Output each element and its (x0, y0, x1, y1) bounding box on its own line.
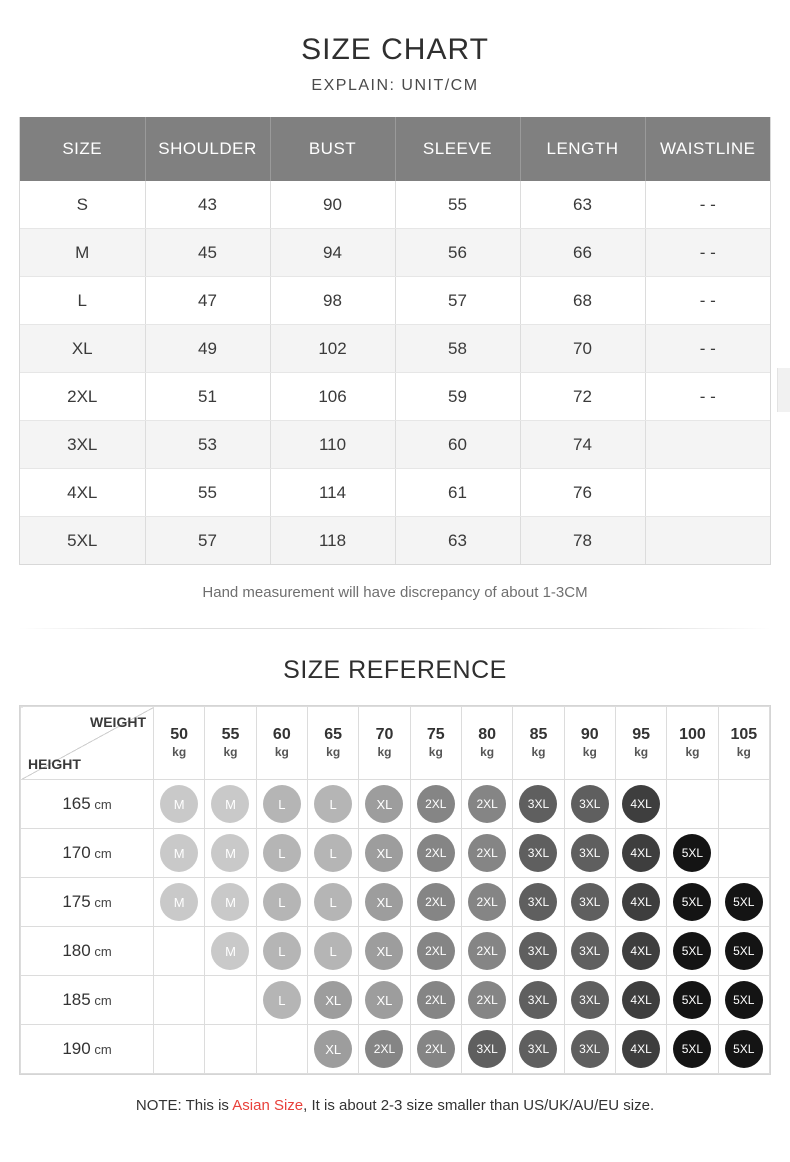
measurement-cell: 98 (270, 277, 395, 325)
size-bubble: 2XL (468, 834, 506, 872)
size-bubble: 2XL (417, 883, 455, 921)
measurement-cell: 118 (270, 517, 395, 565)
size-chart-body (20, 181, 770, 564)
reference-cell (513, 780, 564, 829)
size-bubble: 2XL (468, 981, 506, 1019)
reference-cell (615, 976, 666, 1025)
size-bubble: 3XL (519, 932, 557, 970)
weight-value: 95 (632, 726, 651, 744)
measurement-cell: 61 (395, 469, 520, 517)
size-bubble: 2XL (468, 785, 506, 823)
weight-axis-label: WEIGHT (90, 714, 146, 730)
measurement-cell: 63 (520, 181, 645, 229)
footer-note-suffix: , It is about 2-3 size smaller than US/UK/AU/EU size. (303, 1097, 655, 1114)
weight-column-header (307, 707, 358, 780)
size-bubble: 5XL (673, 981, 711, 1019)
reference-cell (256, 927, 307, 976)
weight-value: 50 (170, 726, 189, 744)
size-label-cell: XL (20, 325, 145, 373)
height-value: 170 (62, 843, 91, 862)
weight-unit: kg (274, 744, 289, 759)
size-label-cell: S (20, 181, 145, 229)
measurement-cell (645, 469, 770, 517)
reference-cell (154, 780, 205, 829)
reference-cell (718, 829, 769, 878)
reference-cell (307, 829, 358, 878)
size-bubble: 2XL (417, 981, 455, 1019)
measurement-cell: - - (645, 229, 770, 277)
measurement-cell: 59 (395, 373, 520, 421)
reference-cell (410, 878, 461, 927)
table-row (20, 325, 770, 373)
reference-cell (513, 976, 564, 1025)
size-bubble: 3XL (519, 834, 557, 872)
height-unit: cm (90, 846, 112, 861)
size-bubble: 4XL (622, 883, 660, 921)
measurement-cell: 51 (145, 373, 270, 421)
section-divider (19, 628, 771, 629)
reference-cell (461, 976, 512, 1025)
reference-cell (256, 1025, 307, 1074)
reference-cell (154, 829, 205, 878)
size-bubble: 4XL (622, 1030, 660, 1068)
reference-cell (359, 927, 410, 976)
reference-cell (615, 878, 666, 927)
reference-cell (667, 878, 718, 927)
size-bubble: L (263, 981, 301, 1019)
size-label-cell: 4XL (20, 469, 145, 517)
size-chart-col-header: SIZE (20, 117, 145, 181)
size-bubble: 5XL (725, 932, 763, 970)
height-unit: cm (90, 797, 112, 812)
weight-column-header (256, 707, 307, 780)
table-row (20, 181, 770, 229)
measurement-cell: 43 (145, 181, 270, 229)
weight-unit: kg (582, 744, 597, 759)
reference-cell (564, 780, 615, 829)
reference-cell (718, 780, 769, 829)
reference-cell (359, 780, 410, 829)
size-bubble: 3XL (571, 834, 609, 872)
page-edge-artifact (777, 368, 790, 412)
height-value: 185 (62, 990, 91, 1009)
measurement-cell: 66 (520, 229, 645, 277)
height-unit: cm (90, 993, 112, 1008)
size-bubble: M (211, 883, 249, 921)
weight-unit: kg (326, 744, 341, 759)
measurement-cell: - - (645, 277, 770, 325)
height-row-header (21, 1025, 154, 1074)
reference-cell (564, 976, 615, 1025)
weight-column-header (667, 707, 718, 780)
reference-cell (205, 976, 256, 1025)
measurement-cell: 45 (145, 229, 270, 277)
weight-unit: kg (736, 744, 751, 759)
weight-unit: kg (531, 744, 546, 759)
size-chart-col-header: WAISTLINE (645, 117, 770, 181)
weight-value: 75 (426, 726, 445, 744)
size-chart-col-header: BUST (270, 117, 395, 181)
reference-cell (359, 976, 410, 1025)
size-bubble: M (211, 932, 249, 970)
reference-cell (667, 780, 718, 829)
weight-value: 60 (272, 726, 291, 744)
size-bubble: 2XL (417, 785, 455, 823)
size-label-cell: L (20, 277, 145, 325)
measurement-cell: 47 (145, 277, 270, 325)
weight-column-header (564, 707, 615, 780)
reference-cell (564, 878, 615, 927)
reference-cell (205, 829, 256, 878)
reference-cell (718, 1025, 769, 1074)
reference-row (21, 780, 770, 829)
reference-cell (513, 1025, 564, 1074)
reference-cell (205, 878, 256, 927)
height-row-header (21, 976, 154, 1025)
size-bubble: 3XL (571, 1030, 609, 1068)
weight-column-header (359, 707, 410, 780)
reference-cell (154, 927, 205, 976)
reference-cell (410, 1025, 461, 1074)
height-value: 180 (62, 941, 91, 960)
size-bubble: 3XL (519, 785, 557, 823)
size-bubble: 2XL (468, 932, 506, 970)
height-row-header (21, 927, 154, 976)
measurement-cell: 78 (520, 517, 645, 565)
measurement-cell: 106 (270, 373, 395, 421)
weight-unit: kg (428, 744, 443, 759)
height-unit: cm (90, 944, 112, 959)
size-bubble: XL (365, 932, 403, 970)
reference-row (21, 829, 770, 878)
size-bubble: XL (365, 981, 403, 1019)
size-bubble: 5XL (673, 883, 711, 921)
size-bubble: 3XL (571, 981, 609, 1019)
size-chart-table (20, 117, 770, 564)
size-bubble: 2XL (365, 1030, 403, 1068)
reference-cell (410, 780, 461, 829)
reference-row (21, 976, 770, 1025)
reference-cell (359, 829, 410, 878)
size-bubble: L (314, 932, 352, 970)
weight-value: 90 (580, 726, 599, 744)
size-chart-table-wrapper (19, 117, 771, 565)
reference-cell (718, 976, 769, 1025)
size-bubble: 2XL (417, 834, 455, 872)
measurement-cell: 76 (520, 469, 645, 517)
size-bubble: 5XL (725, 883, 763, 921)
weight-value: 85 (529, 726, 548, 744)
reference-cell (410, 927, 461, 976)
size-bubble: 4XL (622, 981, 660, 1019)
measurement-cell: 55 (145, 469, 270, 517)
measurement-cell: 58 (395, 325, 520, 373)
reference-cell (615, 829, 666, 878)
reference-cell (461, 1025, 512, 1074)
reference-cell (461, 878, 512, 927)
measurement-cell: 55 (395, 181, 520, 229)
height-value: 175 (62, 892, 91, 911)
size-bubble: XL (314, 1030, 352, 1068)
table-row (20, 229, 770, 277)
measurement-cell: 57 (395, 277, 520, 325)
reference-cell (256, 976, 307, 1025)
reference-cell (410, 976, 461, 1025)
measurement-cell: 57 (145, 517, 270, 565)
reference-cell (667, 927, 718, 976)
reference-cell (307, 927, 358, 976)
measurement-cell: 114 (270, 469, 395, 517)
reference-axis-corner (21, 707, 154, 780)
reference-cell (205, 1025, 256, 1074)
measurement-cell: 74 (520, 421, 645, 469)
reference-cell (154, 1025, 205, 1074)
reference-cell (307, 878, 358, 927)
size-bubble: 2XL (417, 1030, 455, 1068)
reference-cell (307, 976, 358, 1025)
measurement-cell: 90 (270, 181, 395, 229)
reference-cell (564, 927, 615, 976)
reference-cell (359, 1025, 410, 1074)
reference-cell (205, 780, 256, 829)
size-chart-col-header: SHOULDER (145, 117, 270, 181)
size-bubble: 5XL (673, 834, 711, 872)
size-bubble: L (263, 834, 301, 872)
reference-cell (307, 780, 358, 829)
weight-column-header (154, 707, 205, 780)
reference-cell (154, 878, 205, 927)
size-bubble: 5XL (725, 981, 763, 1019)
reference-cell (461, 927, 512, 976)
size-bubble: 2XL (417, 932, 455, 970)
size-chart-col-header: LENGTH (520, 117, 645, 181)
size-label-cell: 2XL (20, 373, 145, 421)
size-bubble: 5XL (725, 1030, 763, 1068)
size-label-cell: 5XL (20, 517, 145, 565)
weight-value: 70 (375, 726, 394, 744)
size-bubble: XL (365, 883, 403, 921)
size-label-cell: M (20, 229, 145, 277)
size-bubble: 3XL (468, 1030, 506, 1068)
weight-unit: kg (377, 744, 392, 759)
size-bubble: M (160, 883, 198, 921)
reference-cell (564, 829, 615, 878)
table-row (20, 373, 770, 421)
weight-unit: kg (634, 744, 649, 759)
weight-unit: kg (223, 744, 238, 759)
size-bubble: 5XL (673, 1030, 711, 1068)
reference-row (21, 1025, 770, 1074)
size-bubble: 5XL (673, 932, 711, 970)
measurement-cell: 49 (145, 325, 270, 373)
weight-column-header (513, 707, 564, 780)
size-bubble: M (211, 834, 249, 872)
size-bubble: L (314, 785, 352, 823)
weight-column-header (718, 707, 769, 780)
size-bubble: L (314, 834, 352, 872)
footer-note-accent: Asian Size (232, 1097, 304, 1114)
page-subtitle: EXPLAIN: UNIT/CM (311, 77, 479, 94)
reference-cell (154, 976, 205, 1025)
height-row-header (21, 878, 154, 927)
height-value: 190 (62, 1039, 91, 1058)
weight-value: 105 (730, 726, 758, 744)
weight-column-header (461, 707, 512, 780)
reference-cell (461, 829, 512, 878)
reference-cell (513, 927, 564, 976)
size-bubble: XL (314, 981, 352, 1019)
reference-row (21, 878, 770, 927)
weight-column-header (615, 707, 666, 780)
size-bubble: 2XL (468, 883, 506, 921)
reference-cell (667, 829, 718, 878)
table-row (20, 421, 770, 469)
height-axis-label: HEIGHT (28, 756, 81, 772)
measurement-cell: 94 (270, 229, 395, 277)
reference-cell (256, 878, 307, 927)
reference-cell (667, 1025, 718, 1074)
height-row-header (21, 780, 154, 829)
size-reference-table-wrapper (19, 705, 771, 1075)
reference-cell (410, 829, 461, 878)
measurement-cell: 60 (395, 421, 520, 469)
reference-cell (513, 878, 564, 927)
size-bubble: 3XL (519, 981, 557, 1019)
size-chart-col-header: SLEEVE (395, 117, 520, 181)
weight-unit: kg (685, 744, 700, 759)
measurement-cell: 70 (520, 325, 645, 373)
reference-cell (564, 1025, 615, 1074)
measurement-cell: 72 (520, 373, 645, 421)
reference-row (21, 927, 770, 976)
size-bubble: 3XL (519, 883, 557, 921)
weight-unit: kg (480, 744, 495, 759)
size-bubble: 3XL (571, 932, 609, 970)
measurement-cell: 63 (395, 517, 520, 565)
size-bubble: M (160, 834, 198, 872)
reference-cell (205, 927, 256, 976)
reference-cell (256, 780, 307, 829)
size-bubble: 3XL (571, 785, 609, 823)
measurement-note: Hand measurement will have discrepancy of about 1-3CM (202, 584, 588, 601)
table-row (20, 277, 770, 325)
reference-cell (718, 878, 769, 927)
measurement-cell: 53 (145, 421, 270, 469)
size-bubble: L (263, 932, 301, 970)
weight-value: 65 (324, 726, 343, 744)
reference-cell (615, 1025, 666, 1074)
size-bubble: 4XL (622, 834, 660, 872)
reference-cell (359, 878, 410, 927)
reference-cell (513, 829, 564, 878)
size-reference-body (21, 780, 770, 1074)
weight-column-header (205, 707, 256, 780)
size-bubble: L (263, 883, 301, 921)
measurement-cell: 102 (270, 325, 395, 373)
reference-cell (615, 780, 666, 829)
size-chart-header-row (20, 117, 770, 181)
measurement-cell: 68 (520, 277, 645, 325)
size-reference-title: SIZE REFERENCE (283, 656, 507, 684)
footer-note-prefix: NOTE: This is (135, 1097, 233, 1114)
measurement-cell (645, 517, 770, 565)
reference-cell (667, 976, 718, 1025)
height-unit: cm (90, 1042, 112, 1057)
size-bubble: 3XL (571, 883, 609, 921)
size-bubble: XL (365, 834, 403, 872)
size-bubble: L (263, 785, 301, 823)
height-row-header (21, 829, 154, 878)
size-bubble: M (160, 785, 198, 823)
measurement-cell: - - (645, 373, 770, 421)
reference-cell (615, 927, 666, 976)
weight-value: 55 (221, 726, 240, 744)
measurement-cell: 56 (395, 229, 520, 277)
measurement-cell: 110 (270, 421, 395, 469)
size-bubble: XL (365, 785, 403, 823)
weight-unit: kg (172, 744, 187, 759)
measurement-cell: - - (645, 181, 770, 229)
size-reference-table (20, 706, 770, 1074)
footer-note (0, 1097, 790, 1114)
weight-value: 80 (478, 726, 497, 744)
size-bubble: 4XL (622, 785, 660, 823)
height-value: 165 (62, 794, 91, 813)
measurement-cell (645, 421, 770, 469)
reference-cell (461, 780, 512, 829)
size-bubble: L (314, 883, 352, 921)
reference-cell (718, 927, 769, 976)
reference-cell (307, 1025, 358, 1074)
height-unit: cm (90, 895, 112, 910)
size-bubble: 3XL (519, 1030, 557, 1068)
table-row (20, 469, 770, 517)
size-label-cell: 3XL (20, 421, 145, 469)
measurement-cell: - - (645, 325, 770, 373)
page-title: SIZE CHART (301, 33, 489, 66)
size-bubble: 4XL (622, 932, 660, 970)
weight-value: 100 (679, 726, 706, 744)
reference-cell (256, 829, 307, 878)
weight-column-header (410, 707, 461, 780)
table-row (20, 517, 770, 565)
size-bubble: M (211, 785, 249, 823)
size-reference-header-row (21, 707, 770, 780)
